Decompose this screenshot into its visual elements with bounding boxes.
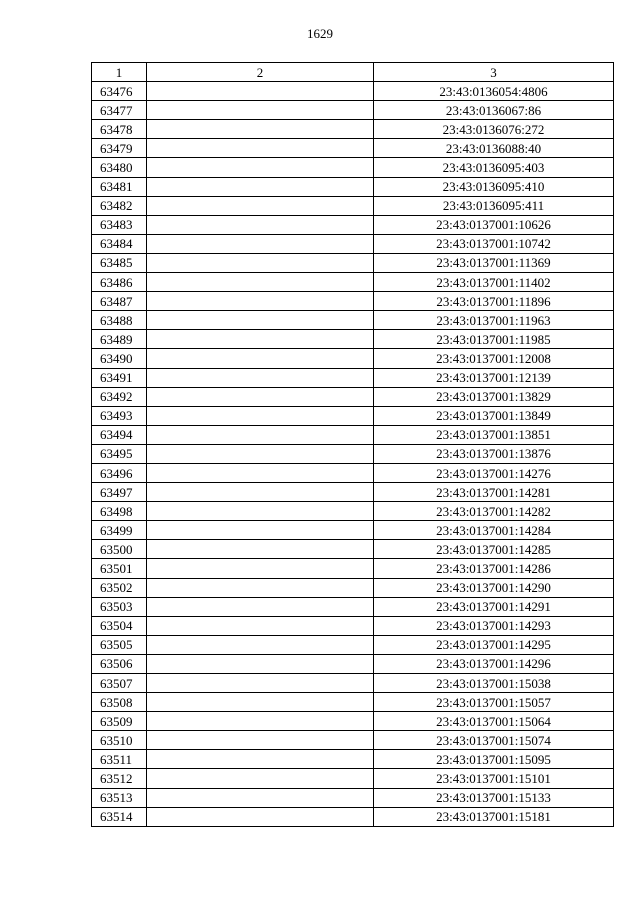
row-number-cell: 63488: [92, 311, 147, 330]
row-number-cell: 63514: [92, 807, 147, 826]
cadastral-number-cell: 23:43:0137001:13849: [374, 406, 614, 425]
row-number-cell: 63512: [92, 769, 147, 788]
page-number: 1629: [307, 26, 333, 41]
table-row: [92, 406, 614, 425]
row-number-cell: 63513: [92, 788, 147, 807]
cadastral-number-cell: 23:43:0137001:11369: [374, 253, 614, 272]
row-number-cell: 63504: [92, 616, 147, 635]
registry-table: [91, 62, 614, 827]
empty-cell: [147, 693, 374, 712]
table-row: [92, 731, 614, 750]
empty-cell: [147, 769, 374, 788]
empty-cell: [147, 750, 374, 769]
row-number-cell: 63494: [92, 425, 147, 444]
empty-cell: [147, 521, 374, 540]
table-row: [92, 215, 614, 234]
row-number-cell: 63507: [92, 674, 147, 693]
cadastral-number-cell: 23:43:0137001:15181: [374, 807, 614, 826]
table-row: [92, 616, 614, 635]
cadastral-number-cell: 23:43:0137001:10742: [374, 234, 614, 253]
row-number-cell: 63500: [92, 540, 147, 559]
row-number-cell: 63487: [92, 292, 147, 311]
empty-cell: [147, 253, 374, 272]
cadastral-number-cell: 23:43:0137001:11402: [374, 273, 614, 292]
table-row: [92, 521, 614, 540]
cadastral-number-cell: 23:43:0137001:12008: [374, 349, 614, 368]
table-row: [92, 196, 614, 215]
table-row: [92, 750, 614, 769]
empty-cell: [147, 215, 374, 234]
table-row: [92, 273, 614, 292]
cadastral-number-cell: 23:43:0136076:272: [374, 120, 614, 139]
column-header-3: 3: [374, 63, 614, 82]
empty-cell: [147, 139, 374, 158]
table-row: [92, 597, 614, 616]
table-row: [92, 444, 614, 463]
table-row: [92, 177, 614, 196]
empty-cell: [147, 292, 374, 311]
empty-cell: [147, 559, 374, 578]
cadastral-number-cell: 23:43:0137001:10626: [374, 215, 614, 234]
table-row: [92, 483, 614, 502]
table-row: [92, 635, 614, 654]
row-number-cell: 63508: [92, 693, 147, 712]
row-number-cell: 63492: [92, 387, 147, 406]
table-row: [92, 540, 614, 559]
empty-cell: [147, 635, 374, 654]
row-number-cell: 63501: [92, 559, 147, 578]
table-row: [92, 82, 614, 101]
row-number-cell: 63499: [92, 521, 147, 540]
row-number-cell: 63490: [92, 349, 147, 368]
row-number-cell: 63496: [92, 463, 147, 482]
empty-cell: [147, 387, 374, 406]
empty-cell: [147, 177, 374, 196]
cadastral-number-cell: 23:43:0137001:13876: [374, 444, 614, 463]
empty-cell: [147, 101, 374, 120]
row-number-cell: 63486: [92, 273, 147, 292]
table-row: [92, 292, 614, 311]
cadastral-number-cell: 23:43:0137001:11896: [374, 292, 614, 311]
empty-cell: [147, 311, 374, 330]
table-row: [92, 349, 614, 368]
row-number-cell: 63498: [92, 502, 147, 521]
table-row: [92, 139, 614, 158]
empty-cell: [147, 463, 374, 482]
empty-cell: [147, 502, 374, 521]
empty-cell: [147, 807, 374, 826]
cadastral-number-cell: 23:43:0137001:15095: [374, 750, 614, 769]
cadastral-number-cell: 23:43:0137001:14284: [374, 521, 614, 540]
empty-cell: [147, 234, 374, 253]
table-row: [92, 158, 614, 177]
cadastral-number-cell: 23:43:0137001:15101: [374, 769, 614, 788]
empty-cell: [147, 540, 374, 559]
cadastral-number-cell: 23:43:0137001:12139: [374, 368, 614, 387]
cadastral-number-cell: 23:43:0137001:15057: [374, 693, 614, 712]
empty-cell: [147, 158, 374, 177]
cadastral-number-cell: 23:43:0136095:411: [374, 196, 614, 215]
row-number-cell: 63495: [92, 444, 147, 463]
row-number-cell: 63482: [92, 196, 147, 215]
table-row: [92, 712, 614, 731]
cadastral-number-cell: 23:43:0136088:40: [374, 139, 614, 158]
cadastral-number-cell: 23:43:0137001:15133: [374, 788, 614, 807]
cadastral-number-cell: 23:43:0136095:410: [374, 177, 614, 196]
empty-cell: [147, 82, 374, 101]
empty-cell: [147, 616, 374, 635]
row-number-cell: 63476: [92, 82, 147, 101]
cadastral-number-cell: 23:43:0137001:14276: [374, 463, 614, 482]
table-row: [92, 674, 614, 693]
table-row: [92, 425, 614, 444]
cadastral-number-cell: 23:43:0137001:11985: [374, 330, 614, 349]
cadastral-number-cell: 23:43:0136067:86: [374, 101, 614, 120]
table-row: [92, 311, 614, 330]
empty-cell: [147, 674, 374, 693]
cadastral-number-cell: 23:43:0137001:14285: [374, 540, 614, 559]
row-number-cell: 63503: [92, 597, 147, 616]
row-number-cell: 63506: [92, 654, 147, 673]
table-row: [92, 120, 614, 139]
row-number-cell: 63483: [92, 215, 147, 234]
row-number-cell: 63477: [92, 101, 147, 120]
cadastral-number-cell: 23:43:0137001:11963: [374, 311, 614, 330]
table-row: [92, 234, 614, 253]
empty-cell: [147, 368, 374, 387]
table-row: [92, 559, 614, 578]
cadastral-number-cell: 23:43:0137001:15074: [374, 731, 614, 750]
cadastral-number-cell: 23:43:0137001:14282: [374, 502, 614, 521]
empty-cell: [147, 788, 374, 807]
table-body: [92, 82, 614, 827]
cadastral-number-cell: 23:43:0137001:15064: [374, 712, 614, 731]
row-number-cell: 63502: [92, 578, 147, 597]
empty-cell: [147, 654, 374, 673]
empty-cell: [147, 444, 374, 463]
cadastral-number-cell: 23:43:0137001:13851: [374, 425, 614, 444]
table-row: [92, 463, 614, 482]
table-row: [92, 654, 614, 673]
table-row: [92, 368, 614, 387]
table-row: [92, 693, 614, 712]
cadastral-number-cell: 23:43:0137001:14296: [374, 654, 614, 673]
empty-cell: [147, 578, 374, 597]
empty-cell: [147, 330, 374, 349]
row-number-cell: 63479: [92, 139, 147, 158]
table-row: [92, 253, 614, 272]
table-row: [92, 578, 614, 597]
cadastral-number-cell: 23:43:0137001:14286: [374, 559, 614, 578]
table-row: [92, 101, 614, 120]
row-number-cell: 63509: [92, 712, 147, 731]
empty-cell: [147, 273, 374, 292]
row-number-cell: 63480: [92, 158, 147, 177]
empty-cell: [147, 731, 374, 750]
cadastral-number-cell: 23:43:0136095:403: [374, 158, 614, 177]
row-number-cell: 63489: [92, 330, 147, 349]
table-row: [92, 330, 614, 349]
empty-cell: [147, 349, 374, 368]
cadastral-number-cell: 23:43:0137001:14290: [374, 578, 614, 597]
row-number-cell: 63505: [92, 635, 147, 654]
cadastral-number-cell: 23:43:0137001:13829: [374, 387, 614, 406]
empty-cell: [147, 120, 374, 139]
row-number-cell: 63478: [92, 120, 147, 139]
empty-cell: [147, 406, 374, 425]
empty-cell: [147, 712, 374, 731]
empty-cell: [147, 196, 374, 215]
row-number-cell: 63511: [92, 750, 147, 769]
table-row: [92, 387, 614, 406]
row-number-cell: 63491: [92, 368, 147, 387]
table-row: [92, 807, 614, 826]
row-number-cell: 63493: [92, 406, 147, 425]
table-row: [92, 788, 614, 807]
row-number-cell: 63510: [92, 731, 147, 750]
column-header-1: 1: [92, 63, 147, 82]
cadastral-number-cell: 23:43:0136054:4806: [374, 82, 614, 101]
cadastral-number-cell: 23:43:0137001:14293: [374, 616, 614, 635]
table-row: [92, 769, 614, 788]
empty-cell: [147, 483, 374, 502]
row-number-cell: 63497: [92, 483, 147, 502]
cadastral-number-cell: 23:43:0137001:15038: [374, 674, 614, 693]
empty-cell: [147, 425, 374, 444]
table-row: [92, 502, 614, 521]
empty-cell: [147, 597, 374, 616]
table-header-row: [92, 63, 614, 82]
column-header-2: 2: [147, 63, 374, 82]
row-number-cell: 63481: [92, 177, 147, 196]
cadastral-number-cell: 23:43:0137001:14291: [374, 597, 614, 616]
row-number-cell: 63484: [92, 234, 147, 253]
cadastral-number-cell: 23:43:0137001:14281: [374, 483, 614, 502]
row-number-cell: 63485: [92, 253, 147, 272]
cadastral-number-cell: 23:43:0137001:14295: [374, 635, 614, 654]
